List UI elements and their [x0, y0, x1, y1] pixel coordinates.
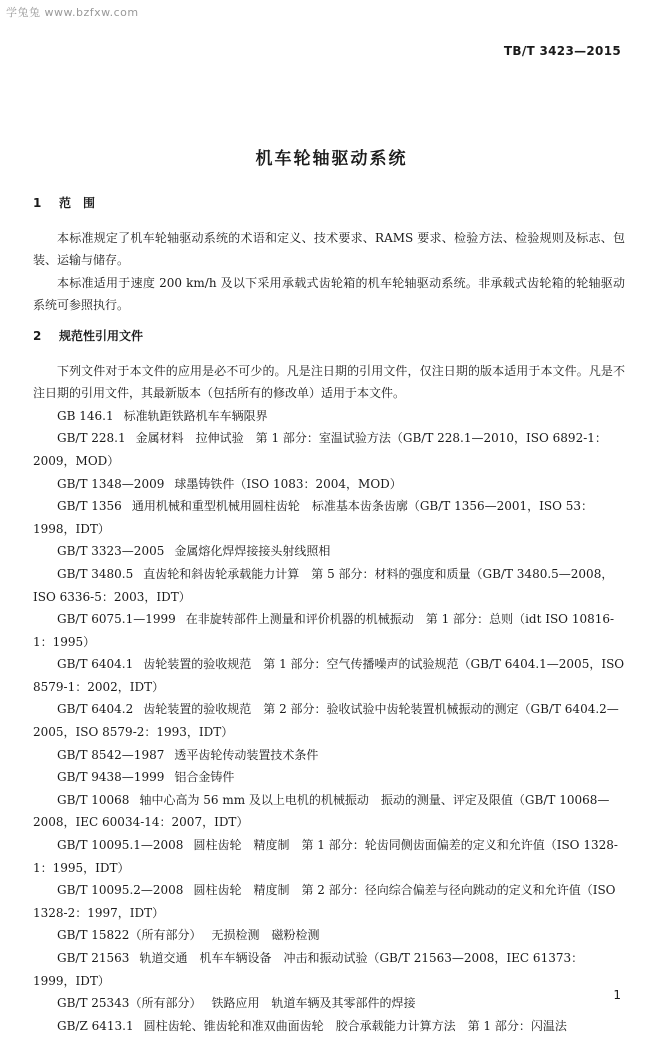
reference-code: GB/T 8542—1987	[57, 747, 165, 762]
reference-title: 金属熔化焊焊接接头射线照相	[174, 544, 331, 559]
reference-item	[33, 427, 625, 472]
reference-item	[33, 563, 625, 608]
reference-title: 圆柱齿轮、锥齿轮和准双曲面齿轮 胶合承载能力计算方法 第 1 部分：闪温法	[143, 1018, 567, 1033]
reference-code: GB/T 21563	[57, 951, 130, 965]
reference-title: 无损检测 磁粉检测	[211, 928, 320, 943]
reference-title: 在非旋转部件上测量和评价机器的机械振动 第 1 部分：总则（idt ISO 10816-1：1995）	[33, 612, 615, 649]
reference-code: GB/T 6075.1—1999	[57, 612, 176, 627]
reference-code: GB/T 6404.2	[57, 702, 134, 717]
page-title: 机车轮轴驱动系统	[255, 149, 408, 169]
watermark: 学兔兔 www.bzfxw.com	[6, 6, 139, 19]
reference-item	[33, 744, 625, 767]
section-1-heading	[33, 192, 625, 215]
reference-item	[33, 540, 625, 563]
reference-code: GB/T 228.1	[57, 431, 126, 446]
section-2-number: 2	[33, 328, 42, 343]
reference-code: GB/T 9438—1999	[57, 770, 165, 785]
reference-title: 齿轮装置的验收规范 第 1 部分：空气传播噪声的试验规范（GB/T 6404.1—2005，ISO 8579-1：2002，IDT）	[33, 657, 625, 694]
reference-code: GB/Z 6413.1	[57, 1018, 134, 1033]
reference-code: GB/T 6404.1	[57, 657, 134, 672]
reference-code: GB/T 3480.5	[57, 566, 134, 581]
section-2-title: 规范性引用文件	[59, 328, 144, 343]
reference-title: 圆柱齿轮 精度制 第 2 部分：径向综合偏差与径向跳动的定义和允许值（ISO 1328-2：1997，IDT）	[33, 883, 616, 920]
reference-title: 铝合金铸件	[174, 770, 235, 785]
section-2-intro: 下列文件对于本文件的应用是必不可少的。凡是注日期的引用文件，仅注日期的版本适用于本文件。凡是不注日期的引用文件，其最新版本（包括所有的修改单）适用于本文件。	[33, 363, 625, 401]
reference-item	[33, 495, 625, 540]
reference-title: 球墨铸铁件（ISO 1083：2004，MOD）	[174, 476, 402, 491]
reference-code: GB/T 15822（所有部分）	[57, 928, 202, 943]
reference-title: 标准轨距铁路机车车辆限界	[123, 408, 268, 423]
reference-item	[33, 924, 625, 947]
reference-title: 轴中心高为 56 mm 及以上电机的机械振动 振动的测量、评定及限值（GB/T 10068—2008，IEC 60034-14：2007，IDT）	[33, 792, 610, 830]
reference-code: GB/T 10095.2—2008	[57, 883, 184, 898]
reference-code: GB/T 1356	[57, 499, 122, 514]
reference-item	[33, 879, 625, 924]
reference-code: GB/T 25343（所有部分）	[57, 996, 202, 1011]
normative-reference-list	[33, 405, 625, 1037]
reference-title: 透平齿轮传动装置技术条件	[174, 747, 319, 762]
reference-item	[33, 766, 625, 789]
reference-item	[33, 698, 625, 743]
reference-item	[33, 405, 625, 428]
reference-title: 铁路应用 轨道车辆及其零部件的焊接	[211, 996, 416, 1011]
reference-item	[33, 789, 625, 834]
section-1-paragraph: 本标准适用于速度 200 km/h 及以下采用承载式齿轮箱的机车轮轴驱动系统。非承载式齿轮箱的轮轴驱动系统可参照执行。	[33, 275, 625, 313]
reference-item	[33, 1015, 625, 1037]
reference-code: GB 146.1	[57, 408, 114, 423]
section-2-heading	[33, 325, 625, 348]
reference-item	[33, 834, 625, 879]
reference-title: 金属材料 拉伸试验 第 1 部分：室温试验方法（GB/T 228.1—2010，ISO 6892-1：2009，MOD）	[33, 431, 607, 468]
section-1-number: 1	[33, 196, 42, 210]
page-number: 1	[613, 988, 621, 1002]
reference-title: 轨道交通 机车车辆设备 冲击和振动试验（GB/T 21563—2008，IEC 61373：1999，IDT）	[33, 951, 584, 988]
section-1-paragraph: 本标准规定了机车轮轴驱动系统的术语和定义、技术要求、RAMS 要求、检验方法、检验规则及标志、包装、运输与储存。	[33, 230, 625, 268]
reference-item	[33, 608, 625, 653]
reference-item	[33, 473, 625, 496]
reference-code: GB/T 1348—2009	[57, 476, 165, 491]
reference-title: 通用机械和重型机械用圆柱齿轮 标准基本齿条齿廓（GB/T 1356—2001，ISO 53：1998，IDT）	[33, 499, 594, 536]
document-number: TB/T 3423—2015	[503, 44, 621, 58]
reference-title: 圆柱齿轮 精度制 第 1 部分：轮齿同侧齿面偏差的定义和允许值（ISO 1328-1：1995，IDT）	[33, 838, 618, 875]
reference-item	[33, 653, 625, 698]
document-body	[33, 192, 625, 1037]
reference-code: GB/T 10095.1—2008	[57, 838, 184, 853]
reference-item	[33, 947, 625, 992]
reference-title: 直齿轮和斜齿轮承载能力计算 第 5 部分：材料的强度和质量（GB/T 3480.5—2008，ISO 6336-5：2003，IDT）	[33, 566, 614, 604]
reference-title: 齿轮装置的验收规范 第 2 部分：验收试验中齿轮装置机械振动的测定（GB/T 6404.2—2005，ISO 8579-2：1993，IDT）	[33, 702, 619, 740]
reference-item	[33, 992, 625, 1015]
reference-code: GB/T 3323—2005	[57, 544, 165, 559]
section-1-title: 范 围	[59, 196, 96, 210]
reference-code: GB/T 10068	[57, 792, 130, 807]
